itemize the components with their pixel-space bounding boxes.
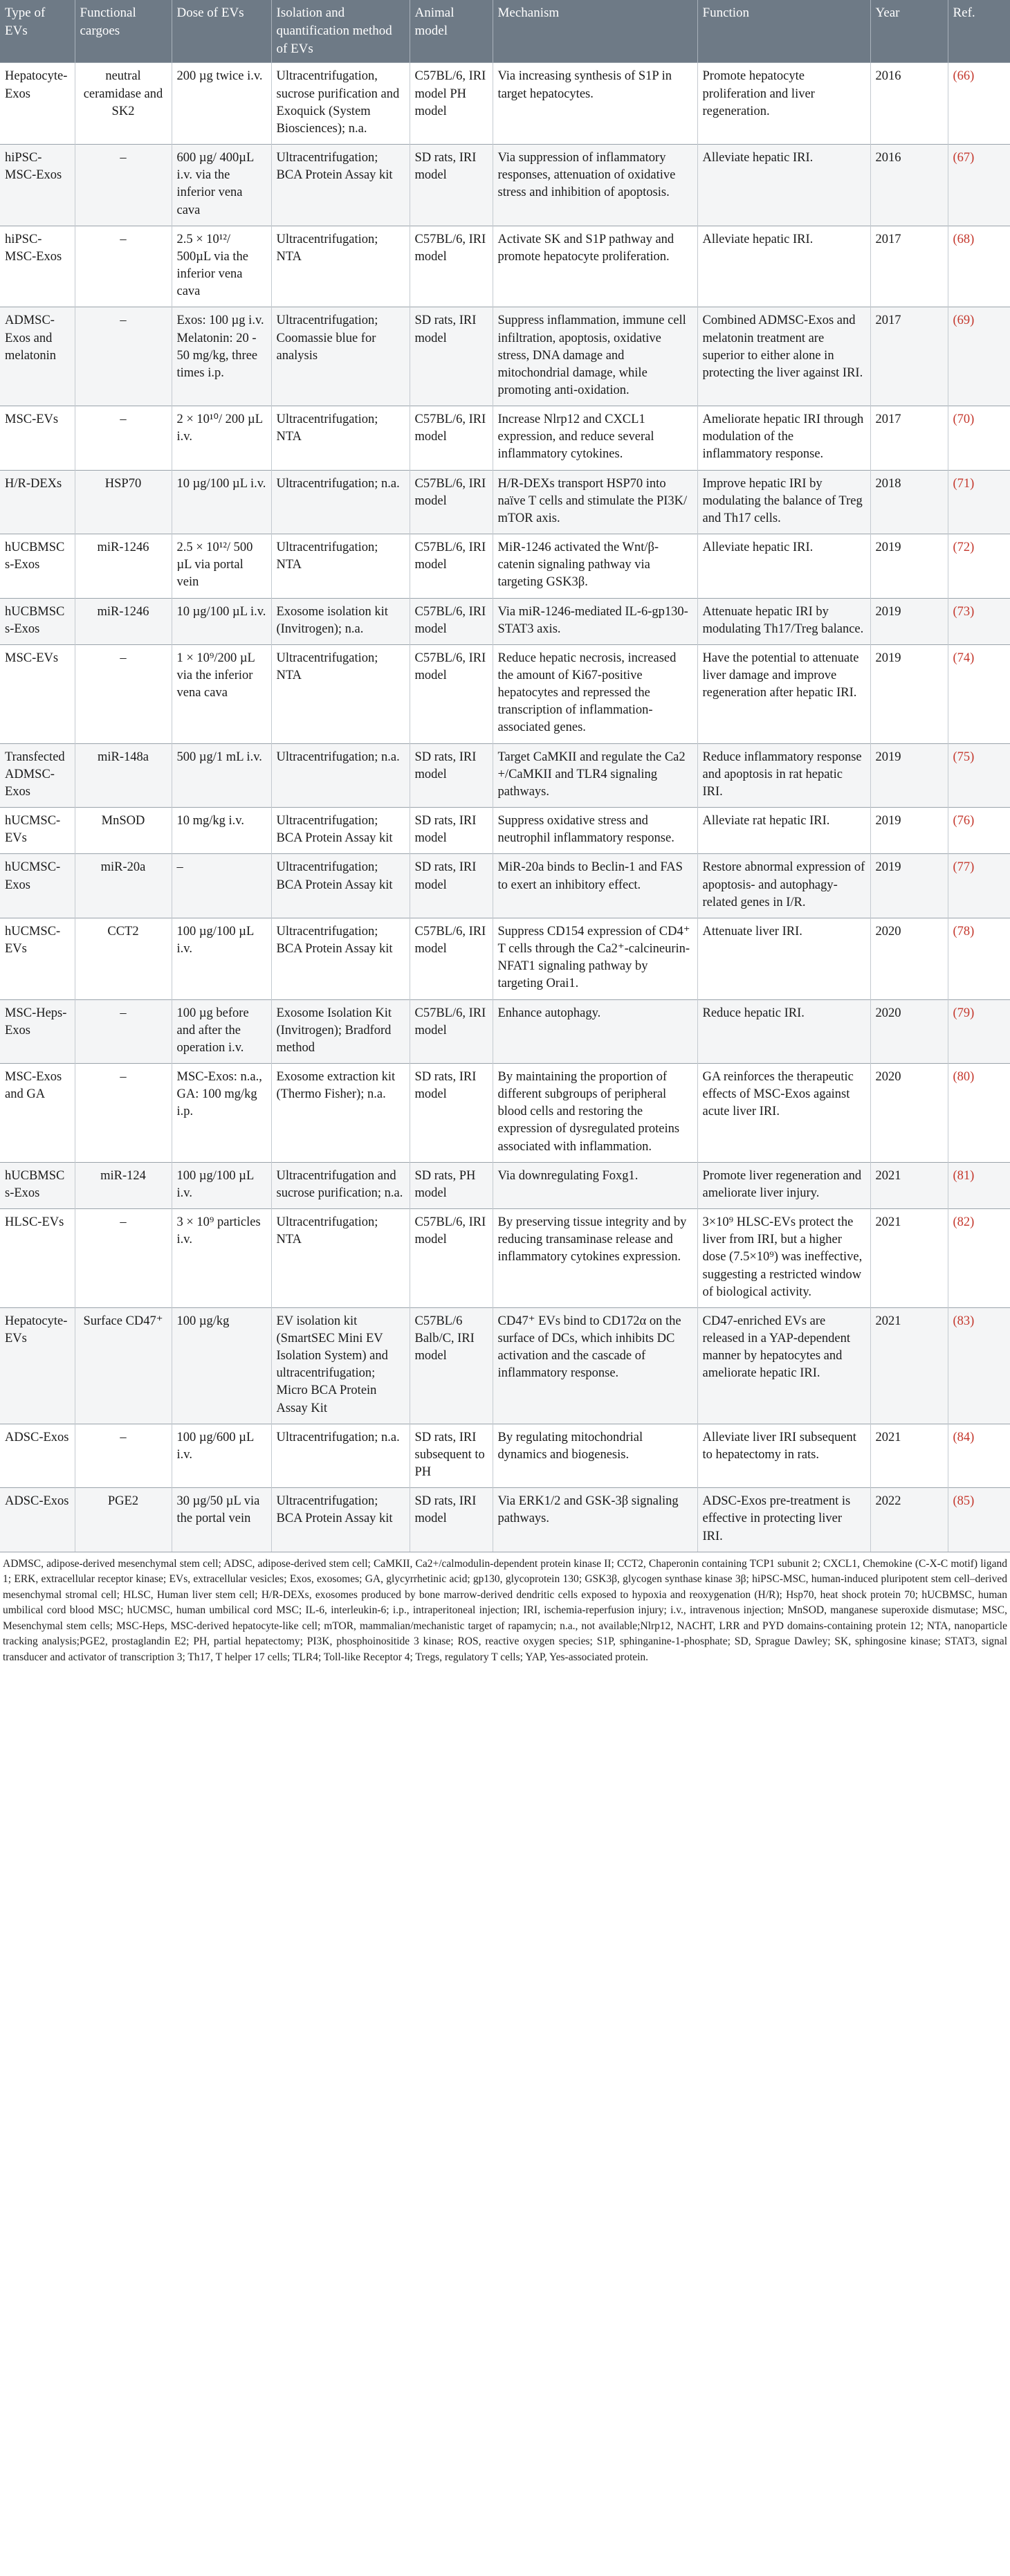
cell-dose: – (172, 854, 271, 918)
reference-link[interactable]: (66) (953, 69, 975, 84)
cell-mechanism: Via increasing synthesis of S1P in target hepatocytes. (493, 63, 697, 145)
reference-link[interactable]: (78) (953, 924, 975, 938)
table-row (0, 1307, 1010, 1424)
cell-function: Have the potential to attenuate liver damage and improve regeneration after hepatic IRI. (697, 644, 870, 743)
cell-year: 2017 (870, 406, 948, 470)
cell-mechanism: Activate SK and S1P pathway and promote hepatocyte proliferation. (493, 226, 697, 307)
cell-ref (948, 918, 1010, 999)
reference-link[interactable]: (81) (953, 1168, 975, 1183)
cell-ref (948, 644, 1010, 743)
cell-function: Promote liver regeneration and ameliorate liver injury. (697, 1162, 870, 1208)
cell-mechanism: By regulating mitochondrial dynamics and biogenesis. (493, 1424, 697, 1487)
cell-cargo: – (75, 145, 172, 226)
cell-ref (948, 1424, 1010, 1487)
cell-mechanism: Increase Nlrp12 and CXCL1 expression, and reduce several inflammatory cytokines. (493, 406, 697, 470)
table-row (0, 145, 1010, 226)
table-row (0, 743, 1010, 807)
reference-link[interactable]: (84) (953, 1430, 975, 1444)
cell-model: C57BL/6, IRI model (410, 470, 493, 534)
reference-link[interactable]: (79) (953, 1006, 975, 1020)
reference-link[interactable]: (85) (953, 1494, 975, 1509)
cell-model: SD rats, IRI model (410, 854, 493, 918)
cell-cargo: PGE2 (75, 1488, 172, 1552)
cell-type: ADSC-Exos (0, 1424, 75, 1487)
cell-mechanism: Enhance autophagy. (493, 999, 697, 1063)
reference-link[interactable]: (75) (953, 750, 975, 764)
cell-type: H/R-DEXs (0, 470, 75, 534)
cell-ref (948, 1162, 1010, 1208)
cell-cargo: – (75, 406, 172, 470)
cell-type: hUCMSC-Exos (0, 854, 75, 918)
cell-mechanism: H/R-DEXs transport HSP70 into naïve T cells and stimulate the PI3K/ mTOR axis. (493, 470, 697, 534)
cell-mechanism: MiR-20a binds to Beclin-1 and FAS to exert an inhibitory effect. (493, 854, 697, 918)
cell-isolation: Ultracentrifugation; n.a. (271, 470, 410, 534)
cell-ref (948, 470, 1010, 534)
cell-type: hUCBMSCs-Exos (0, 598, 75, 644)
cell-ref (948, 999, 1010, 1063)
cell-function: 3×10⁹ HLSC-EVs protect the liver from IRI, but a higher dose (7.5×10⁹) was ineffective, suggesting a restricted window of biological activity. (697, 1209, 870, 1308)
cell-year: 2019 (870, 808, 948, 854)
cell-type: MSC-EVs (0, 406, 75, 470)
cell-isolation: Ultracentrifugation; BCA Protein Assay kit (271, 145, 410, 226)
cell-function: Attenuate liver IRI. (697, 918, 870, 999)
cell-ref (948, 808, 1010, 854)
cell-model: SD rats, IRI model (410, 145, 493, 226)
header-type: Type of EVs (0, 0, 75, 63)
cell-year: 2016 (870, 63, 948, 145)
cell-dose: MSC-Exos: n.a., GA: 100 mg/kg i.p. (172, 1063, 271, 1162)
table-row (0, 918, 1010, 999)
cell-type: hUCMSC-EVs (0, 808, 75, 854)
cell-dose: 100 µg/100 µL i.v. (172, 918, 271, 999)
cell-cargo: Surface CD47⁺ (75, 1307, 172, 1424)
cell-cargo: miR-124 (75, 1162, 172, 1208)
reference-link[interactable]: (68) (953, 232, 975, 246)
cell-dose: 100 µg/600 µL i.v. (172, 1424, 271, 1487)
cell-mechanism: Via ERK1/2 and GSK-3β signaling pathways. (493, 1488, 697, 1552)
cell-type: Hepatocyte-EVs (0, 1307, 75, 1424)
cell-year: 2020 (870, 999, 948, 1063)
cell-mechanism: Target CaMKII and regulate the Ca2 +/CaMKII and TLR4 signaling pathways. (493, 743, 697, 807)
cell-model: SD rats, IRI model (410, 808, 493, 854)
header-row (0, 0, 1010, 63)
cell-year: 2018 (870, 470, 948, 534)
cell-year: 2019 (870, 644, 948, 743)
cell-isolation: Exosome isolation kit (Invitrogen); n.a. (271, 598, 410, 644)
cell-function: Alleviate hepatic IRI. (697, 226, 870, 307)
cell-dose: 30 µg/50 µL via the portal vein (172, 1488, 271, 1552)
cell-dose: 2.5 × 10¹²/ 500µL via the inferior vena cava (172, 226, 271, 307)
cell-ref (948, 307, 1010, 406)
cell-ref (948, 226, 1010, 307)
cell-ref (948, 1209, 1010, 1308)
cell-mechanism: Via miR-1246-mediated IL-6-gp130-STAT3 axis. (493, 598, 697, 644)
cell-function: Promote hepatocyte proliferation and liver regeneration. (697, 63, 870, 145)
cell-type: hUCBMSCs-Exos (0, 1162, 75, 1208)
cell-type: MSC-EVs (0, 644, 75, 743)
cell-type: MSC-Exos and GA (0, 1063, 75, 1162)
header-cargo: Functional cargoes (75, 0, 172, 63)
cell-cargo: miR-20a (75, 854, 172, 918)
reference-link[interactable]: (71) (953, 476, 975, 491)
cell-cargo: miR-148a (75, 743, 172, 807)
cell-mechanism: Via suppression of inflammatory responses, attenuation of oxidative stress and inhibition of apoptosis. (493, 145, 697, 226)
cell-year: 2019 (870, 598, 948, 644)
cell-dose: Exos: 100 µg i.v. Melatonin: 20 - 50 mg/kg, three times i.p. (172, 307, 271, 406)
cell-dose: 10 µg/100 µL i.v. (172, 598, 271, 644)
cell-ref (948, 406, 1010, 470)
cell-model: C57BL/6 Balb/C, IRI model (410, 1307, 493, 1424)
cell-ref (948, 598, 1010, 644)
cell-isolation: Ultracentrifugation; BCA Protein Assay kit (271, 808, 410, 854)
header-mechanism: Mechanism (493, 0, 697, 63)
reference-link[interactable]: (77) (953, 860, 975, 875)
cell-dose: 100 µg/kg (172, 1307, 271, 1424)
table-row (0, 1488, 1010, 1552)
cell-cargo: HSP70 (75, 470, 172, 534)
cell-mechanism: Reduce hepatic necrosis, increased the amount of Ki67-positive hepatocytes and repressed the transcription of inflammation-associated genes. (493, 644, 697, 743)
table-row (0, 63, 1010, 145)
cell-isolation: Ultracentrifugation; BCA Protein Assay kit (271, 1488, 410, 1552)
cell-model: C57BL/6, IRI model (410, 1209, 493, 1308)
cell-dose: 500 µg/1 mL i.v. (172, 743, 271, 807)
cell-cargo: miR-1246 (75, 598, 172, 644)
cell-model: SD rats, IRI model (410, 743, 493, 807)
cell-year: 2021 (870, 1424, 948, 1487)
cell-model: SD rats, IRI model (410, 307, 493, 406)
cell-ref (948, 743, 1010, 807)
cell-year: 2021 (870, 1209, 948, 1308)
cell-function: CD47-enriched EVs are released in a YAP-dependent manner by hepatocytes and ameliorate hepatic IRI. (697, 1307, 870, 1424)
reference-link[interactable]: (74) (953, 651, 975, 665)
cell-year: 2017 (870, 307, 948, 406)
cell-cargo: miR-1246 (75, 534, 172, 598)
cell-function: Combined ADMSC-Exos and melatonin treatment are superior to either alone in protecting the liver against IRI. (697, 307, 870, 406)
table-row (0, 1209, 1010, 1308)
cell-function: Alleviate hepatic IRI. (697, 145, 870, 226)
cell-cargo: – (75, 999, 172, 1063)
cell-model: SD rats, PH model (410, 1162, 493, 1208)
cell-type: Transfected ADMSC-Exos (0, 743, 75, 807)
cell-function: Ameliorate hepatic IRI through modulation of the inflammatory response. (697, 406, 870, 470)
cell-isolation: Ultracentrifugation; n.a. (271, 743, 410, 807)
reference-link[interactable]: (76) (953, 814, 975, 828)
cell-isolation: Ultracentrifugation; BCA Protein Assay kit (271, 918, 410, 999)
cell-dose: 100 µg/100 µL i.v. (172, 1162, 271, 1208)
reference-link[interactable]: (73) (953, 604, 975, 619)
header-isolation: Isolation and quantification method of EVs (271, 0, 410, 63)
cell-model: C57BL/6, IRI model (410, 226, 493, 307)
cell-function: Alleviate hepatic IRI. (697, 534, 870, 598)
table-row (0, 644, 1010, 743)
table-row (0, 854, 1010, 918)
cell-isolation: Ultracentrifugation; NTA (271, 406, 410, 470)
table-row (0, 598, 1010, 644)
cell-cargo: – (75, 1209, 172, 1308)
table-row (0, 406, 1010, 470)
cell-dose: 2.5 × 10¹²/ 500 µL via portal vein (172, 534, 271, 598)
table-row (0, 307, 1010, 406)
reference-link[interactable]: (83) (953, 1314, 975, 1328)
cell-cargo: – (75, 226, 172, 307)
cell-year: 2019 (870, 534, 948, 598)
table-row (0, 999, 1010, 1063)
table-row (0, 1162, 1010, 1208)
cell-mechanism: By maintaining the proportion of different subgroups of peripheral blood cells and restoring the expression of dysregulated proteins associated with inflammation. (493, 1063, 697, 1162)
cell-isolation: Exosome Isolation Kit (Invitrogen); Bradford method (271, 999, 410, 1063)
cell-type: hUCMSC-EVs (0, 918, 75, 999)
cell-function: Restore abnormal expression of apoptosis- and autophagy-related genes in I/R. (697, 854, 870, 918)
cell-type: HLSC-EVs (0, 1209, 75, 1308)
cell-mechanism: Suppress CD154 expression of CD4⁺ T cells through the Ca2⁺-calcineurin-NFAT1 signaling pathway by targeting Orai1. (493, 918, 697, 999)
cell-mechanism: Suppress inflammation, immune cell infiltration, apoptosis, oxidative stress, DNA damage and mitochondrial damage, while promoting anti-oxidation. (493, 307, 697, 406)
header-dose: Dose of EVs (172, 0, 271, 63)
table-row (0, 1063, 1010, 1162)
cell-mechanism: Suppress oxidative stress and neutrophil inflammatory response. (493, 808, 697, 854)
cell-isolation: Ultracentrifugation; NTA (271, 226, 410, 307)
cell-ref (948, 1488, 1010, 1552)
cell-type: hUCBMSCs-Exos (0, 534, 75, 598)
cell-function: Improve hepatic IRI by modulating the balance of Treg and Th17 cells. (697, 470, 870, 534)
cell-type: ADMSC-Exos and melatonin (0, 307, 75, 406)
cell-model: C57BL/6, IRI model (410, 598, 493, 644)
cell-model: SD rats, IRI model (410, 1063, 493, 1162)
cell-ref (948, 63, 1010, 145)
cell-type: hiPSC-MSC-Exos (0, 226, 75, 307)
header-year: Year (870, 0, 948, 63)
table-body (0, 63, 1010, 1552)
cell-year: 2022 (870, 1488, 948, 1552)
cell-mechanism: By preserving tissue integrity and by reducing transaminase release and inflammatory cytokines expression. (493, 1209, 697, 1308)
cell-cargo: – (75, 307, 172, 406)
cell-function: Alleviate rat hepatic IRI. (697, 808, 870, 854)
cell-model: C57BL/6, IRI model (410, 918, 493, 999)
cell-year: 2019 (870, 854, 948, 918)
cell-year: 2021 (870, 1307, 948, 1424)
table-row (0, 226, 1010, 307)
reference-link[interactable]: (70) (953, 412, 975, 427)
cell-model: C57BL/6, IRI model PH model (410, 63, 493, 145)
cell-model: C57BL/6, IRI model (410, 406, 493, 470)
table-row (0, 470, 1010, 534)
reference-link[interactable]: (80) (953, 1069, 975, 1084)
header-model: Animal model (410, 0, 493, 63)
cell-mechanism: CD47⁺ EVs bind to CD172α on the surface of DCs, which inhibits DC activation and the cascade of inflammatory response. (493, 1307, 697, 1424)
header-ref: Ref. (948, 0, 1010, 63)
cell-isolation: Ultracentrifugation; BCA Protein Assay kit (271, 854, 410, 918)
cell-isolation: Ultracentrifugation; NTA (271, 534, 410, 598)
table-row (0, 534, 1010, 598)
table-footnote: ADMSC, adipose-derived mesenchymal stem cell; ADSC, adipose-derived stem cell; CaMKII, Ca2+/calmodulin-dependent protein kinase II; CCT2, Chaperonin containing TCP1 subunit 2; CXCL1, Chemokine (C-X-C motif) ligand 1; ERK, extracellular receptor kinase; EVs, extracellular vesicles; Exos, exosomes; GA, glycyrrhetinic acid; gp130, glycoprotein 130; GSK3β, glycogen synthase kinase 3β; hiPSC-MSC, human-induced pluripotent stem cell–derived mesenchymal stromal cell; HLSC, Human liver stem cell; H/R-DEXs, exosomes produced by bone marrow-derived dendritic cells exposed to hypoxia and reoxygenation (H/R); Hsp70, heat shock protein 70; hUCBMSC, human umbilical cord blood MSC; hUCMSC, human umbilical cord MSC; IL-6, interleukin-6; i.p., intraperitoneal injection; IRI, ischemia-reperfusion injury; i.v., intravenous injection; MnSOD, manganese superoxide dismutase; MSC, Mesenchymal stem cells; MSC-Heps, MSC-derived hepatocyte-like cell; mTOR, mammalian/mechanistic target of rapamycin; n.a., not available;Nlrp12, NACHT, LRR and PYD domains-containing protein 12; NTA, nanoparticle tracking analysis;PGE2, prostaglandin E2; PH, partial hepatectomy; PI3K, phosphoinositide 3 kinase; ROS, reactive oxygen species; S1P, sphinganine-1-phosphate; SD, Sprague Dawley; SK, sphingosine kinase; STAT3, signal transducer and activator of transcription 3; Th17, T helper 17 cells; TLR4; Toll-like Receptor 4; Tregs, regulatory T cells; YAP, Yes-associated protein. (3, 1557, 1007, 1663)
cell-cargo: – (75, 1424, 172, 1487)
cell-dose: 600 µg/ 400µL i.v. via the inferior vena cava (172, 145, 271, 226)
cell-isolation: Exosome extraction kit (Thermo Fisher); n.a. (271, 1063, 410, 1162)
cell-year: 2016 (870, 145, 948, 226)
cell-cargo: CCT2 (75, 918, 172, 999)
cell-isolation: Ultracentrifugation; NTA (271, 644, 410, 743)
reference-link[interactable]: (67) (953, 151, 975, 165)
cell-type: Hepatocyte-Exos (0, 63, 75, 145)
cell-dose: 100 µg before and after the operation i.v. (172, 999, 271, 1063)
reference-link[interactable]: (72) (953, 541, 975, 555)
cell-mechanism: Via downregulating Foxg1. (493, 1162, 697, 1208)
cell-type: ADSC-Exos (0, 1488, 75, 1552)
cell-ref (948, 1307, 1010, 1424)
cell-function: GA reinforces the therapeutic effects of MSC-Exos against acute liver IRI. (697, 1063, 870, 1162)
cell-function: Attenuate hepatic IRI by modulating Th17/Treg balance. (697, 598, 870, 644)
cell-cargo: – (75, 644, 172, 743)
cell-ref (948, 534, 1010, 598)
cell-ref (948, 854, 1010, 918)
cell-mechanism: MiR-1246 activated the Wnt/β-catenin signaling pathway via targeting GSK3β. (493, 534, 697, 598)
cell-function: Reduce hepatic IRI. (697, 999, 870, 1063)
cell-cargo: neutral ceramidase and SK2 (75, 63, 172, 145)
cell-year: 2020 (870, 1063, 948, 1162)
cell-function: Alleviate liver IRI subsequent to hepatectomy in rats. (697, 1424, 870, 1487)
cell-isolation: Ultracentrifugation; Coomassie blue for analysis (271, 307, 410, 406)
cell-isolation: Ultracentrifugation; NTA (271, 1209, 410, 1308)
cell-type: hiPSC-MSC-Exos (0, 145, 75, 226)
cell-dose: 10 mg/kg i.v. (172, 808, 271, 854)
cell-ref (948, 1063, 1010, 1162)
reference-link[interactable]: (82) (953, 1215, 975, 1230)
cell-function: Reduce inflammatory response and apoptosis in rat hepatic IRI. (697, 743, 870, 807)
table-row (0, 1424, 1010, 1487)
cell-model: SD rats, IRI subsequent to PH (410, 1424, 493, 1487)
cell-isolation: Ultracentrifugation, sucrose purification and Exoquick (System Biosciences); n.a. (271, 63, 410, 145)
cell-type: MSC-Heps-Exos (0, 999, 75, 1063)
cell-ref (948, 145, 1010, 226)
cell-model: C57BL/6, IRI model (410, 644, 493, 743)
cell-year: 2020 (870, 918, 948, 999)
cell-cargo: MnSOD (75, 808, 172, 854)
cell-model: SD rats, IRI model (410, 1488, 493, 1552)
cell-function: ADSC-Exos pre-treatment is effective in protecting liver IRI. (697, 1488, 870, 1552)
cell-cargo: – (75, 1063, 172, 1162)
cell-model: C57BL/6, IRI model (410, 999, 493, 1063)
table-header (0, 0, 1010, 63)
cell-dose: 10 µg/100 µL i.v. (172, 470, 271, 534)
cell-isolation: Ultracentrifugation and sucrose purification; n.a. (271, 1162, 410, 1208)
cell-dose: 200 µg twice i.v. (172, 63, 271, 145)
cell-dose: 3 × 10⁹ particles i.v. (172, 1209, 271, 1308)
cell-year: 2017 (870, 226, 948, 307)
cell-model: C57BL/6, IRI model (410, 534, 493, 598)
cell-year: 2021 (870, 1162, 948, 1208)
table-row (0, 808, 1010, 854)
reference-link[interactable]: (69) (953, 314, 975, 328)
header-function: Function (697, 0, 870, 63)
cell-dose: 1 × 10⁹/200 µL via the inferior vena cava (172, 644, 271, 743)
cell-dose: 2 × 10¹⁰/ 200 µL i.v. (172, 406, 271, 470)
cell-isolation: EV isolation kit (SmartSEC Mini EV Isolation System) and ultracentrifugation; Micro BCA Protein Assay Kit (271, 1307, 410, 1424)
cell-year: 2019 (870, 743, 948, 807)
cell-isolation: Ultracentrifugation; n.a. (271, 1424, 410, 1487)
